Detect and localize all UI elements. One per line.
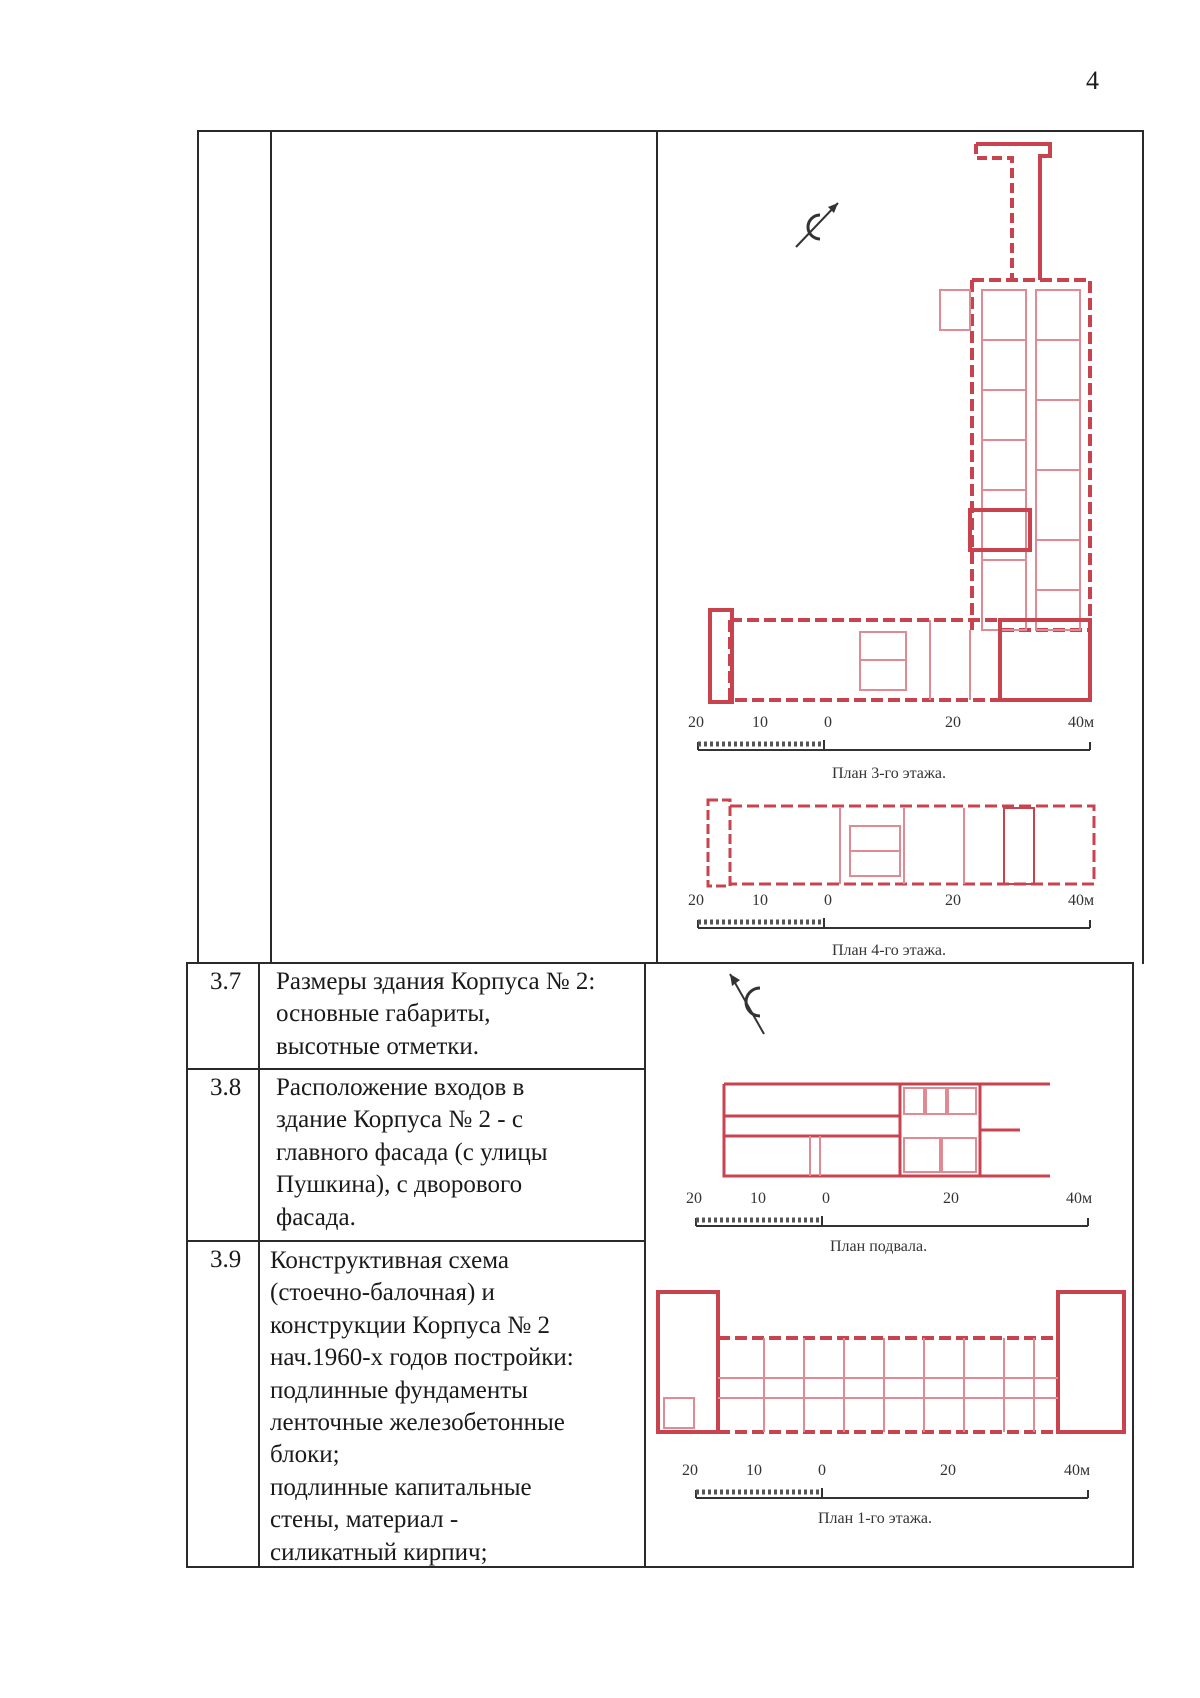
scale-bar [692, 1486, 1092, 1502]
scale-label: 10 [752, 892, 768, 909]
row-divider [186, 1068, 646, 1070]
row-number: 3.9 [210, 1246, 242, 1273]
table-right-border [1142, 130, 1144, 964]
scale-label: 0 [818, 1462, 826, 1479]
scale-label: 20 [945, 714, 961, 731]
scale-label: 10 [746, 1462, 762, 1479]
north-arrow-icon [720, 970, 780, 1040]
scale-label: 20 [688, 714, 704, 731]
row-number: 3.7 [210, 968, 242, 995]
scale-label: 40м [1068, 714, 1095, 731]
scale-bar [694, 738, 1094, 754]
page-number: 4 [1086, 66, 1099, 95]
scale-label: 10 [752, 714, 768, 731]
row-text: Размеры здания Корпуса № 2: основные габариты, высотные отметки. [276, 968, 596, 1060]
plan-caption: План 1-го этажа. [818, 1510, 933, 1527]
row-divider [186, 1240, 646, 1242]
scale-label: 20 [688, 892, 704, 909]
scale-bar [694, 916, 1094, 932]
scale-label: 40м [1064, 1462, 1091, 1479]
scale-label: 0 [824, 714, 832, 731]
floor-plan-4 [704, 796, 1100, 892]
scale-label: 40м [1068, 892, 1095, 909]
scale-label: 20 [940, 1462, 956, 1479]
row-text: Конструктивная схема (стоечно-балочная) и конструкции Корпуса № 2 нач.1960-х годов постройки: подлинные фундаменты ленточные железобетонные блоки; подлинные капитальные стены, материал - силикатный кирпич; [270, 1247, 574, 1566]
scale-bar [692, 1214, 1092, 1230]
floor-plan-3 [700, 140, 1100, 710]
scale-label: 20 [945, 892, 961, 909]
scale-label: 20 [943, 1190, 959, 1207]
scale-label: 0 [824, 892, 832, 909]
row-number: 3.8 [210, 1074, 242, 1101]
scale-label: 20 [682, 1462, 698, 1479]
scale-label: 0 [822, 1190, 830, 1207]
table-left-border [186, 962, 188, 1568]
plan-caption: План 4-го этажа. [832, 942, 947, 959]
table-divider-num [270, 130, 272, 964]
row-text: Расположение входов в здание Корпуса № 2 - с главного фасада (с улицы Пушкина), с дворового фасада. [276, 1074, 548, 1231]
plan-caption: План подвала. [830, 1238, 928, 1255]
table-left-border [197, 130, 199, 964]
scale-label: 10 [750, 1190, 766, 1207]
table-divider-num [258, 962, 260, 1568]
row-divider [186, 962, 1134, 964]
floor-plan-1 [654, 1288, 1128, 1436]
plan-caption: План 3-го этажа. [832, 765, 947, 782]
table-divider-image [656, 130, 658, 964]
table-right-border [1132, 962, 1134, 1568]
basement-plan [720, 1080, 1060, 1180]
table-border-top [197, 130, 1144, 132]
scale-label: 20 [686, 1190, 702, 1207]
scale-label: 40м [1066, 1190, 1093, 1207]
